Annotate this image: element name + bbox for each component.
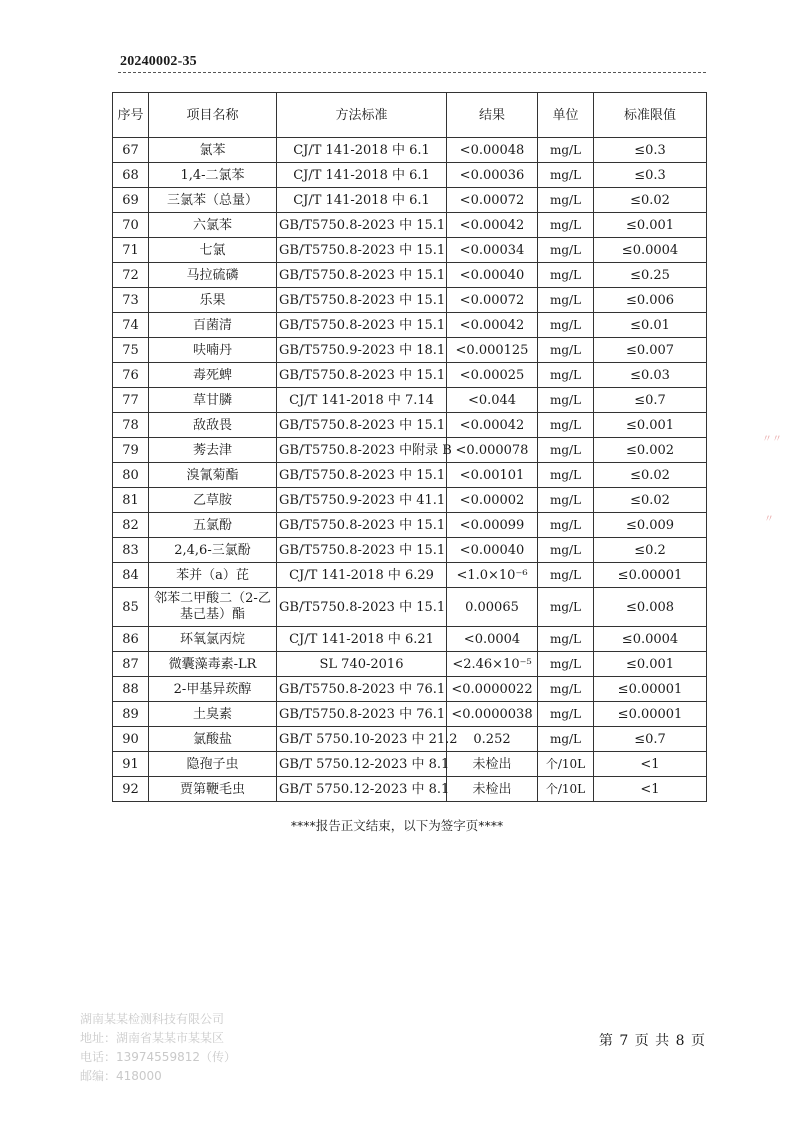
cell-limit: ≤0.01 <box>594 313 707 338</box>
cell-seq: 76 <box>113 363 149 388</box>
cell-item: 氯苯 <box>149 138 277 163</box>
cell-seq: 90 <box>113 727 149 752</box>
cell-limit: ≤0.7 <box>594 727 707 752</box>
cell-limit: ≤0.006 <box>594 288 707 313</box>
cell-seq: 86 <box>113 627 149 652</box>
cell-item: 环氧氯丙烷 <box>149 627 277 652</box>
table-row <box>113 438 707 463</box>
cell-unit: mg/L <box>538 438 594 463</box>
cell-unit: mg/L <box>538 513 594 538</box>
table-row <box>113 388 707 413</box>
cell-result: <0.000078 <box>447 438 538 463</box>
cell-limit: ≤0.3 <box>594 163 707 188</box>
page-char: 页 <box>634 1033 649 1049</box>
cell-seq: 71 <box>113 238 149 263</box>
table-row <box>113 652 707 677</box>
cell-unit: mg/L <box>538 263 594 288</box>
cell-method: CJ/T 141-2018 中 6.1 <box>277 188 447 213</box>
cell-result: <2.46×10⁻⁵ <box>447 652 538 677</box>
cell-method: GB/T5750.9-2023 中 18.1 <box>277 338 447 363</box>
cell-unit: mg/L <box>538 313 594 338</box>
cell-limit: <1 <box>594 777 707 802</box>
table-row <box>113 338 707 363</box>
cell-limit: ≤0.001 <box>594 413 707 438</box>
header-method: 方法标准 <box>277 93 447 138</box>
cell-unit: mg/L <box>538 588 594 627</box>
cell-result: 未检出 <box>447 777 538 802</box>
cell-limit: ≤0.03 <box>594 363 707 388</box>
cell-item: 莠去津 <box>149 438 277 463</box>
cell-result: <0.00042 <box>447 213 538 238</box>
cell-unit: 个/10L <box>538 777 594 802</box>
cell-unit: mg/L <box>538 488 594 513</box>
cell-unit: mg/L <box>538 702 594 727</box>
cell-seq: 80 <box>113 463 149 488</box>
cell-unit: mg/L <box>538 413 594 438</box>
cell-seq: 72 <box>113 263 149 288</box>
cell-item: 微囊藻毒素-LR <box>149 652 277 677</box>
company-address: 地址：湖南省某某市某某区 <box>80 1031 225 1045</box>
cell-seq: 85 <box>113 588 149 627</box>
table-body <box>113 138 707 802</box>
cell-limit: ≤0.009 <box>594 513 707 538</box>
margin-mark: 〃 <box>764 514 774 525</box>
table-row <box>113 777 707 802</box>
cell-unit: mg/L <box>538 463 594 488</box>
cell-method: GB/T5750.8-2023 中 15.1 <box>277 363 447 388</box>
cell-seq: 74 <box>113 313 149 338</box>
cell-method: GB/T5750.8-2023 中 15.1 <box>277 513 447 538</box>
cell-item: 1,4-二氯苯 <box>149 163 277 188</box>
cell-seq: 89 <box>113 702 149 727</box>
table-header-row <box>113 93 707 138</box>
cell-limit: ≤0.00001 <box>594 563 707 588</box>
cell-limit: ≤0.00001 <box>594 677 707 702</box>
cell-seq: 92 <box>113 777 149 802</box>
cell-method: GB/T5750.8-2023 中 76.1 <box>277 677 447 702</box>
company-info <box>80 1010 236 1086</box>
cell-result: <0.00048 <box>447 138 538 163</box>
cell-limit: ≤0.02 <box>594 188 707 213</box>
table-row <box>113 313 707 338</box>
cell-seq: 70 <box>113 213 149 238</box>
cell-result: <0.0000022 <box>447 677 538 702</box>
page-suffix: 页 <box>691 1033 705 1049</box>
cell-item: 百菌清 <box>149 313 277 338</box>
cell-unit: mg/L <box>538 238 594 263</box>
table-row <box>113 213 707 238</box>
table-row <box>113 288 707 313</box>
header-item: 项目名称 <box>149 93 277 138</box>
cell-result: <0.00042 <box>447 313 538 338</box>
cell-seq: 81 <box>113 488 149 513</box>
cell-method: SL 740-2016 <box>277 652 447 677</box>
cell-limit: ≤0.02 <box>594 463 707 488</box>
page-prefix: 第 <box>598 1033 613 1049</box>
company-phone: 电话：13974559812（传） <box>80 1050 236 1064</box>
cell-seq: 84 <box>113 563 149 588</box>
cell-unit: mg/L <box>538 188 594 213</box>
cell-method: GB/T5750.8-2023 中 15.1 <box>277 213 447 238</box>
page-total-prefix: 共 <box>655 1033 670 1049</box>
cell-item: 三氯苯（总量） <box>149 188 277 213</box>
cell-method: GB/T5750.8-2023 中 15.1 <box>277 538 447 563</box>
cell-method: CJ/T 141-2018 中 6.29 <box>277 563 447 588</box>
table-row <box>113 727 707 752</box>
cell-unit: mg/L <box>538 388 594 413</box>
table-row <box>113 363 707 388</box>
cell-unit: mg/L <box>538 363 594 388</box>
cell-limit: ≤0.001 <box>594 652 707 677</box>
cell-item: 五氯酚 <box>149 513 277 538</box>
cell-method: GB/T5750.8-2023 中 15.1 <box>277 288 447 313</box>
cell-seq: 79 <box>113 438 149 463</box>
header-result: 结果 <box>447 93 538 138</box>
table-row <box>113 463 707 488</box>
cell-result: <0.000125 <box>447 338 538 363</box>
cell-item: 毒死蜱 <box>149 363 277 388</box>
cell-seq: 73 <box>113 288 149 313</box>
header-divider <box>118 72 706 73</box>
table-row <box>113 138 707 163</box>
cell-unit: mg/L <box>538 213 594 238</box>
page-current: 7 <box>619 1033 629 1049</box>
cell-seq: 88 <box>113 677 149 702</box>
cell-limit: ≤0.002 <box>594 438 707 463</box>
cell-item: 氯酸盐 <box>149 727 277 752</box>
cell-item: 2,4,6-三氯酚 <box>149 538 277 563</box>
cell-item: 敌敌畏 <box>149 413 277 438</box>
cell-seq: 75 <box>113 338 149 363</box>
cell-result: <0.00101 <box>447 463 538 488</box>
cell-seq: 83 <box>113 538 149 563</box>
cell-limit: ≤0.008 <box>594 588 707 627</box>
cell-method: GB/T5750.8-2023 中 15.1 <box>277 463 447 488</box>
cell-seq: 91 <box>113 752 149 777</box>
cell-result: <0.00099 <box>447 513 538 538</box>
cell-method: GB/T 5750.12-2023 中 8.1 <box>277 777 447 802</box>
results-table <box>112 92 707 802</box>
cell-method: CJ/T 141-2018 中 6.1 <box>277 138 447 163</box>
page-total: 8 <box>675 1033 685 1049</box>
cell-item: 溴氰菊酯 <box>149 463 277 488</box>
table-row <box>113 538 707 563</box>
table-row <box>113 627 707 652</box>
cell-limit: ≤0.001 <box>594 213 707 238</box>
company-postcode: 邮编：418000 <box>80 1069 162 1083</box>
cell-item: 呋喃丹 <box>149 338 277 363</box>
table-row <box>113 677 707 702</box>
cell-unit: mg/L <box>538 138 594 163</box>
cell-result: <0.00040 <box>447 263 538 288</box>
cell-method: CJ/T 141-2018 中 7.14 <box>277 388 447 413</box>
cell-method: GB/T5750.9-2023 中 41.1 <box>277 488 447 513</box>
margin-mark: 〃〃 <box>762 434 782 445</box>
cell-unit: 个/10L <box>538 752 594 777</box>
cell-seq: 67 <box>113 138 149 163</box>
cell-result: <0.0004 <box>447 627 538 652</box>
table-row <box>113 752 707 777</box>
report-number: 20240002-35 <box>120 54 197 69</box>
table-row <box>113 563 707 588</box>
cell-item: 隐孢子虫 <box>149 752 277 777</box>
cell-item: 马拉硫磷 <box>149 263 277 288</box>
cell-method: GB/T5750.8-2023 中 15.1 <box>277 263 447 288</box>
cell-result: 0.00065 <box>447 588 538 627</box>
cell-seq: 87 <box>113 652 149 677</box>
table-row <box>113 163 707 188</box>
cell-method: GB/T5750.8-2023 中 15.1 <box>277 588 447 627</box>
cell-item: 邻苯二甲酸二（2-乙基己基）酯 <box>149 588 277 627</box>
cell-method: GB/T 5750.10-2023 中 21.2 <box>277 727 447 752</box>
cell-item: 草甘膦 <box>149 388 277 413</box>
cell-result: <0.00036 <box>447 163 538 188</box>
cell-result: <0.00072 <box>447 188 538 213</box>
cell-unit: mg/L <box>538 338 594 363</box>
cell-method: CJ/T 141-2018 中 6.1 <box>277 163 447 188</box>
table-row <box>113 513 707 538</box>
cell-seq: 77 <box>113 388 149 413</box>
cell-method: GB/T5750.8-2023 中 76.1 <box>277 702 447 727</box>
cell-result: 未检出 <box>447 752 538 777</box>
cell-limit: ≤0.00001 <box>594 702 707 727</box>
cell-result: <0.00034 <box>447 238 538 263</box>
cell-unit: mg/L <box>538 288 594 313</box>
cell-limit: ≤0.3 <box>594 138 707 163</box>
cell-limit: ≤0.0004 <box>594 627 707 652</box>
cell-result: 0.252 <box>447 727 538 752</box>
company-name: 湖南某某检测科技有限公司 <box>80 1012 225 1026</box>
header-unit: 单位 <box>538 93 594 138</box>
cell-method: CJ/T 141-2018 中 6.21 <box>277 627 447 652</box>
table-row <box>113 588 707 627</box>
cell-unit: mg/L <box>538 627 594 652</box>
cell-limit: ≤0.007 <box>594 338 707 363</box>
table-row <box>113 188 707 213</box>
cell-method: GB/T5750.8-2023 中 15.1 <box>277 413 447 438</box>
cell-result: <0.00042 <box>447 413 538 438</box>
table-row <box>113 238 707 263</box>
cell-method: GB/T5750.8-2023 中附录 B <box>277 438 447 463</box>
cell-result: <0.00040 <box>447 538 538 563</box>
cell-unit: mg/L <box>538 538 594 563</box>
cell-limit: ≤0.02 <box>594 488 707 513</box>
cell-item: 乙草胺 <box>149 488 277 513</box>
cell-method: GB/T5750.8-2023 中 15.1 <box>277 313 447 338</box>
cell-method: GB/T 5750.12-2023 中 8.1 <box>277 752 447 777</box>
cell-item: 六氯苯 <box>149 213 277 238</box>
cell-limit: ≤0.2 <box>594 538 707 563</box>
cell-item: 2-甲基异莰醇 <box>149 677 277 702</box>
cell-seq: 69 <box>113 188 149 213</box>
cell-item: 土臭素 <box>149 702 277 727</box>
cell-result: <0.00025 <box>447 363 538 388</box>
cell-unit: mg/L <box>538 677 594 702</box>
cell-limit: ≤0.25 <box>594 263 707 288</box>
table-row <box>113 263 707 288</box>
cell-item: 苯并（a）芘 <box>149 563 277 588</box>
table-row <box>113 488 707 513</box>
cell-result: <1.0×10⁻⁶ <box>447 563 538 588</box>
report-end-note: ****报告正文结束，以下为签字页**** <box>290 818 504 833</box>
header-seq: 序号 <box>113 93 149 138</box>
cell-unit: mg/L <box>538 652 594 677</box>
cell-result: <0.0000038 <box>447 702 538 727</box>
page-indicator <box>598 1030 706 1050</box>
cell-item: 七氯 <box>149 238 277 263</box>
table-row <box>113 702 707 727</box>
header-limit: 标准限值 <box>594 93 707 138</box>
cell-item: 乐果 <box>149 288 277 313</box>
cell-limit: ≤0.7 <box>594 388 707 413</box>
cell-limit: <1 <box>594 752 707 777</box>
cell-limit: ≤0.0004 <box>594 238 707 263</box>
cell-result: <0.00072 <box>447 288 538 313</box>
cell-method: GB/T5750.8-2023 中 15.1 <box>277 238 447 263</box>
cell-result: <0.044 <box>447 388 538 413</box>
cell-unit: mg/L <box>538 163 594 188</box>
cell-seq: 78 <box>113 413 149 438</box>
cell-result: <0.00002 <box>447 488 538 513</box>
cell-seq: 82 <box>113 513 149 538</box>
cell-item: 贾第鞭毛虫 <box>149 777 277 802</box>
cell-unit: mg/L <box>538 727 594 752</box>
cell-unit: mg/L <box>538 563 594 588</box>
table-row <box>113 413 707 438</box>
cell-seq: 68 <box>113 163 149 188</box>
